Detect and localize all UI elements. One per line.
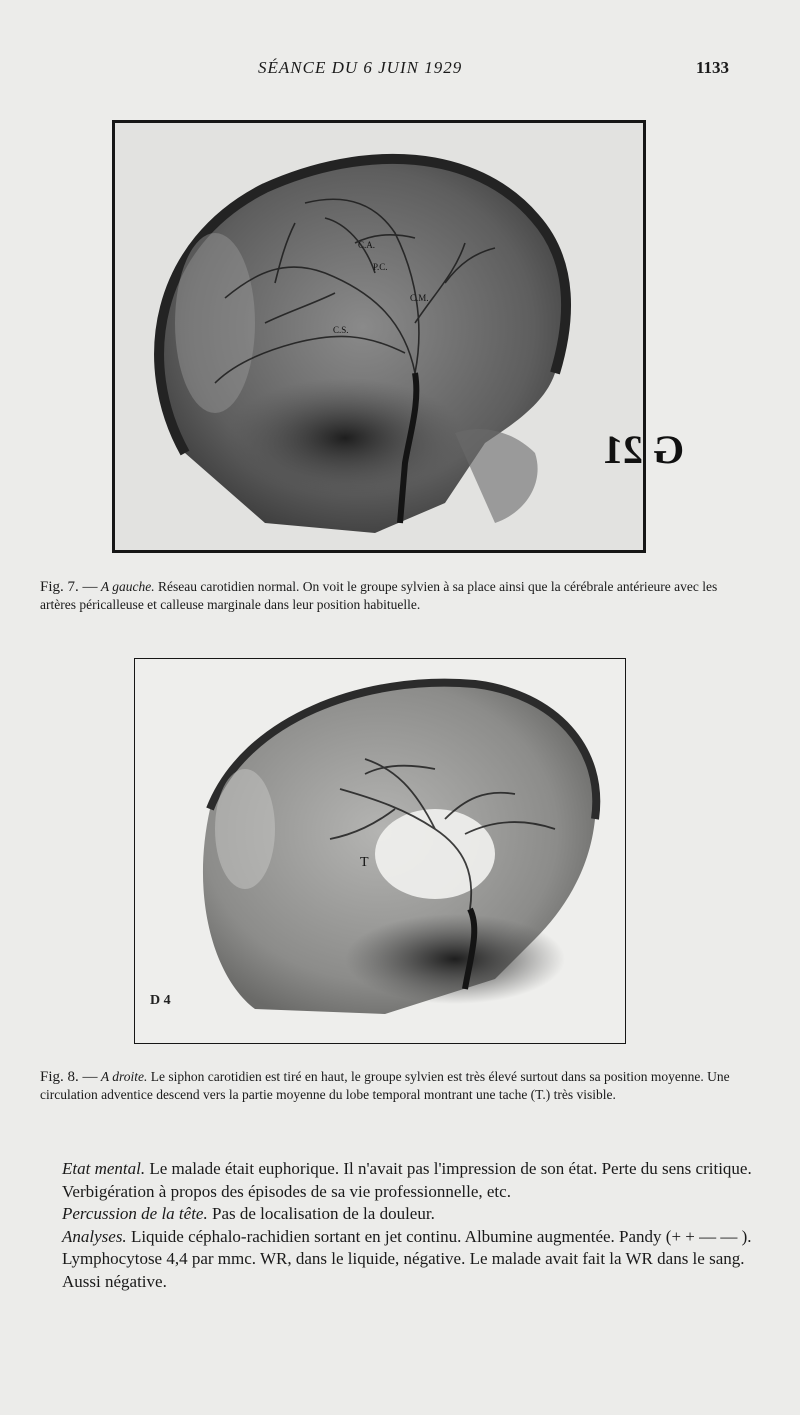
plate-mark-d4: D 4 bbox=[150, 993, 171, 1008]
figure-8-number: Fig. 8. — bbox=[40, 1069, 98, 1085]
label-cs: C.S. bbox=[333, 325, 349, 335]
paragraph-percussion bbox=[40, 1203, 760, 1226]
skull-angiogram-left bbox=[115, 123, 685, 550]
label-t: T bbox=[360, 855, 369, 870]
paragraph-percussion-heading: Percussion de la tête. bbox=[62, 1204, 208, 1223]
figure-7-caption bbox=[40, 578, 740, 613]
body-text bbox=[40, 1158, 760, 1293]
paragraph-analyses-text: Liquide céphalo-rachidien sortant en jet continu. Albumine augmentée. Pandy (+ + — — ). Lymphocytose 4,4 par mmc. WR, dans le liquide, négative. Le malade avait fait la WR dans le sang. Aussi négative. bbox=[62, 1226, 752, 1291]
label-cm: C.M. bbox=[410, 293, 429, 303]
figure-7-number: Fig. 7. — bbox=[40, 579, 98, 595]
label-ca: C.A. bbox=[358, 240, 376, 250]
paragraph-analyses bbox=[40, 1226, 760, 1294]
figure-8-radiograph bbox=[134, 658, 626, 1044]
plate-mark-g21: G 21 bbox=[603, 427, 685, 472]
figure-7-side: A gauche. bbox=[100, 579, 155, 594]
page-header bbox=[0, 58, 800, 82]
page-number: 1133 bbox=[696, 58, 730, 77]
figure-7-caption-text: Réseau carotidien normal. On voit le groupe sylvien à sa place ainsi que la cérébrale antérieure avec les artères péricalleuse et calleuse marginale dans leur position habituelle. bbox=[40, 579, 718, 612]
paragraph-etat-mental bbox=[40, 1158, 760, 1203]
paragraph-analyses-heading: Analyses. bbox=[62, 1226, 127, 1246]
paragraph-etat-mental-text: Le malade était euphorique. Il n'avait pas l'impression de son état. Perte du sens critique. Verbigération à propos des épisodes de sa vie professionnelle, etc. bbox=[62, 1159, 752, 1201]
figure-8-caption-text: Le siphon carotidien est tiré en haut, le groupe sylvien est très élevé surtout dans sa position moyenne. Une circulation adventice descend vers la partie moyenne du lobe temporal montrant une tache (T.) très visible. bbox=[40, 1069, 730, 1102]
paragraph-percussion-text: Pas de localisation de la douleur. bbox=[211, 1204, 435, 1223]
figure-7-radiograph bbox=[112, 120, 685, 553]
figure-8-side: A droite. bbox=[100, 1069, 148, 1084]
running-title: SÉANCE DU 6 JUIN 1929 bbox=[258, 58, 463, 77]
figure-8-caption bbox=[40, 1068, 740, 1103]
skull-angiogram-right bbox=[135, 659, 625, 1043]
label-pc: P.C. bbox=[373, 262, 388, 272]
paragraph-etat-mental-heading: Etat mental. bbox=[62, 1159, 146, 1178]
